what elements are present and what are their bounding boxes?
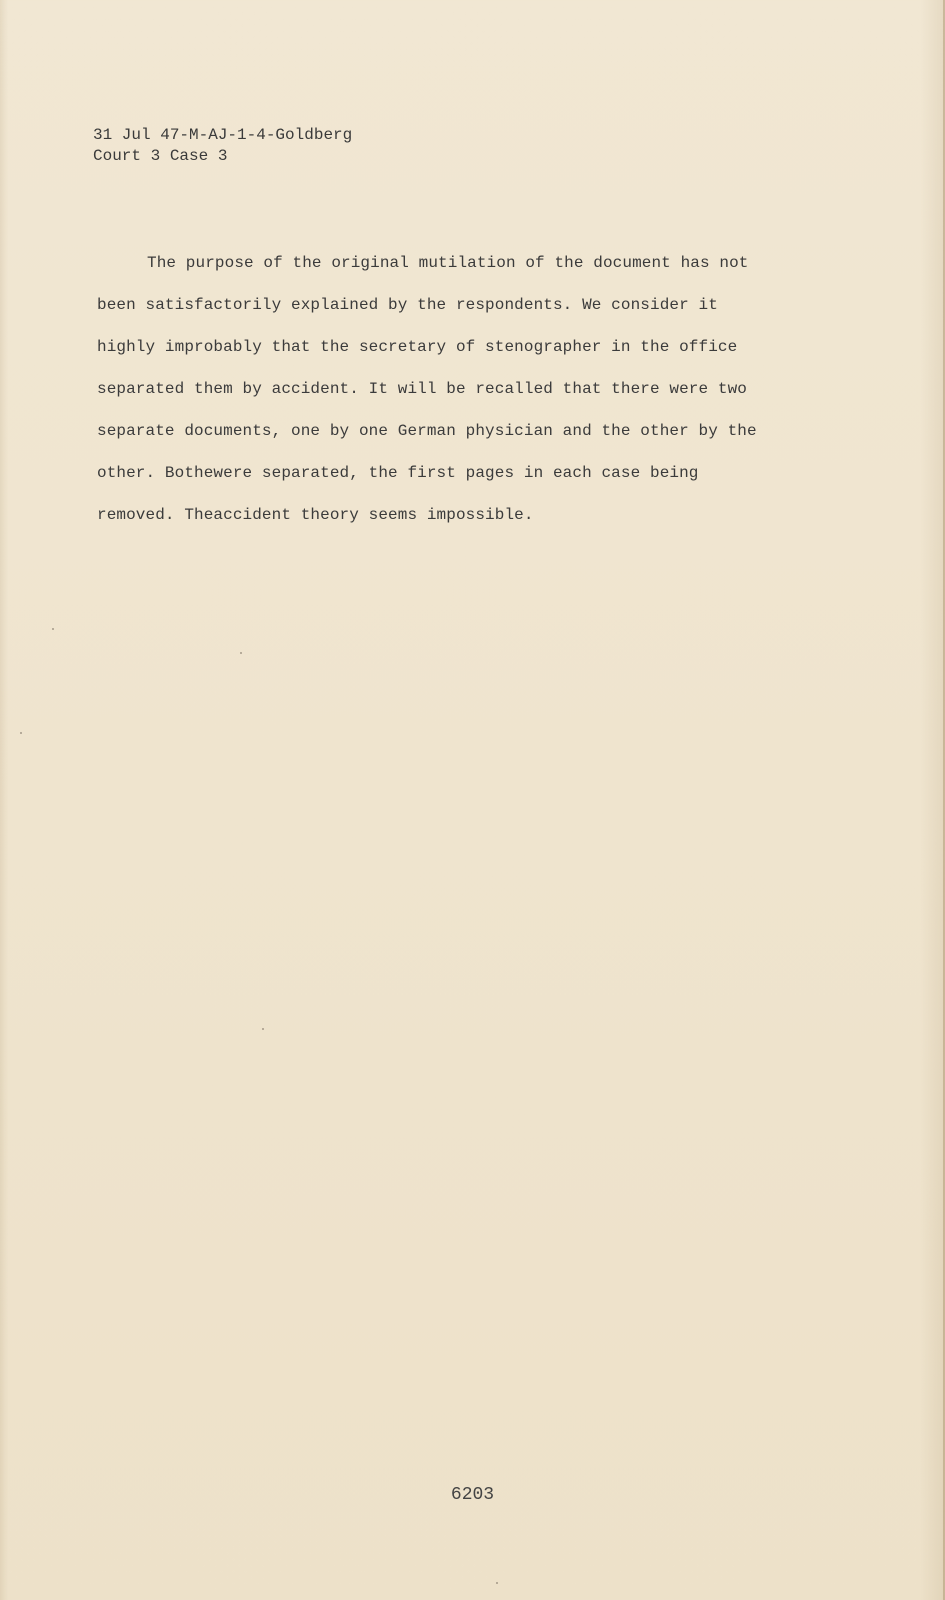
paper-speck	[20, 732, 22, 734]
body-line-6: other. Bothewere separated, the first pages in each case being	[97, 464, 699, 482]
body-line-4: separated them by accident. It will be recalled that there were two	[97, 380, 748, 398]
body-line-2: been satisfactorily explained by the respondents. We consider it	[97, 296, 718, 314]
header-reference-line: 31 Jul 47-M-AJ-1-4-Goldberg	[93, 126, 353, 144]
paper-speck	[496, 1582, 498, 1584]
page-number: 6203	[450, 1485, 495, 1505]
paper-speck	[240, 652, 242, 654]
paper-speck	[262, 1028, 264, 1030]
header-court-line: Court 3 Case 3	[93, 147, 228, 165]
body-line-1: The purpose of the original mutilation of the document has not	[147, 254, 749, 272]
paper-speck	[52, 628, 54, 630]
document-body	[97, 242, 817, 536]
body-line-5: separate documents, one by one German physician and the other by the	[97, 422, 757, 440]
body-line-7: removed. Theaccident theory seems impossible.	[97, 506, 534, 524]
document-header	[93, 125, 352, 167]
body-line-3: highly improbably that the secretary of stenographer in the office	[97, 338, 738, 356]
